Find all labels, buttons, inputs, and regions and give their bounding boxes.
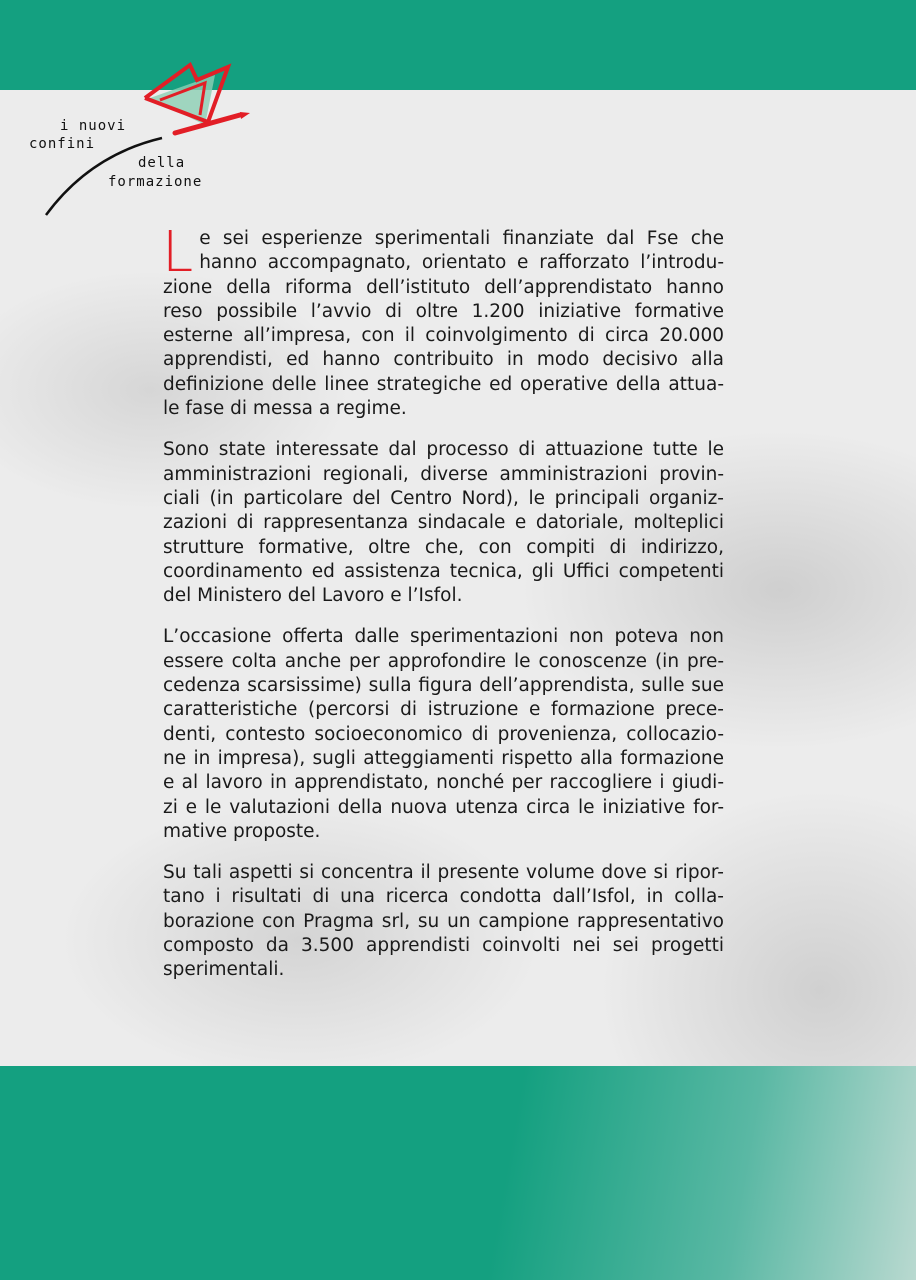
text-line: amministrazioni regionali, diverse amministrazioni provin- [163, 463, 724, 485]
bottom-teal-band [0, 1066, 916, 1280]
text-line: L’occasione offerta dalle sperimentazioni non poteva non [163, 626, 724, 648]
text-line: Su tali aspetti si concentra il presente volume dove si ripor- [163, 862, 724, 884]
text-line: zione della riforma dell’istituto dell’apprendistato hanno [163, 276, 724, 298]
text-line: borazione con Pragma srl, su un campione rappresentativo [163, 910, 724, 932]
text-line: apprendisti, ed hanno contribuito in modo decisivo alla [163, 349, 724, 371]
paragraph [163, 438, 724, 608]
text-line: Sono state interessate dal processo di attuazione tutte le [163, 439, 724, 461]
text-line: e al lavoro in apprendistato, nonché per raccogliere i giudi- [163, 772, 724, 794]
text-line: hanno accompagnato, orientato e rafforzato l’introdu- [199, 252, 724, 274]
text-line: zi e le valutazioni della nuova utenza circa le iniziative for- [163, 796, 724, 818]
text-line: sperimentali. [163, 959, 285, 981]
text-line: reso possibile l’avvio di oltre 1.200 iniziative formative [163, 300, 724, 322]
text-line: del Ministero del Lavoro e l’Isfol. [163, 585, 463, 607]
text-line: coordinamento ed assistenza tecnica, gli Uffici competenti [163, 560, 724, 582]
paragraph [163, 861, 724, 982]
text-line: mative proposte. [163, 820, 321, 842]
text-line: essere colta anche per approfondire le conoscenze (in pre- [163, 650, 724, 672]
paragraph [162, 220, 724, 421]
text-line: cedenza scarsissime) sulla figura dell’apprendista, sulle sue [163, 675, 724, 697]
logo-text-line: i nuovi [60, 118, 127, 134]
logo-text-line: formazione [108, 174, 203, 190]
text-line: composto da 3.500 apprendisti coinvolti nei sei progetti [163, 935, 724, 957]
drop-cap: L [162, 220, 194, 285]
logo-text-line: confini [29, 136, 96, 152]
text-line: denti, contesto socioeconomico di provenienza, collocazio- [163, 723, 724, 745]
paragraph [163, 625, 724, 844]
series-logo [0, 55, 280, 235]
text-line: tano i risultati di una ricerca condotta dall’Isfol, in colla- [163, 886, 724, 908]
text-line: definizione delle linee strategiche ed operative della attua- [163, 373, 724, 395]
text-line: esterne all’impresa, con il coinvolgimento di circa 20.000 [163, 325, 724, 347]
text-line: caratteristiche (percorsi di istruzione e formazione prece- [163, 699, 724, 721]
text-line: strutture formative, oltre che, con compiti di indirizzo, [163, 536, 724, 558]
text-line: zazioni di rappresentanza sindacale e datoriale, molteplici [163, 512, 724, 534]
logo-text-line: della [138, 155, 186, 171]
body-text [162, 220, 724, 1000]
text-line: ne in impresa), sugli atteggiamenti rispetto alla formazione [163, 747, 724, 769]
text-line: e sei esperienze sperimentali finanziate dal Fse che [199, 228, 724, 249]
text-line: le fase di messa a regime. [163, 398, 407, 420]
text-line: ciali (in particolare del Centro Nord), le principali organiz- [163, 487, 724, 509]
